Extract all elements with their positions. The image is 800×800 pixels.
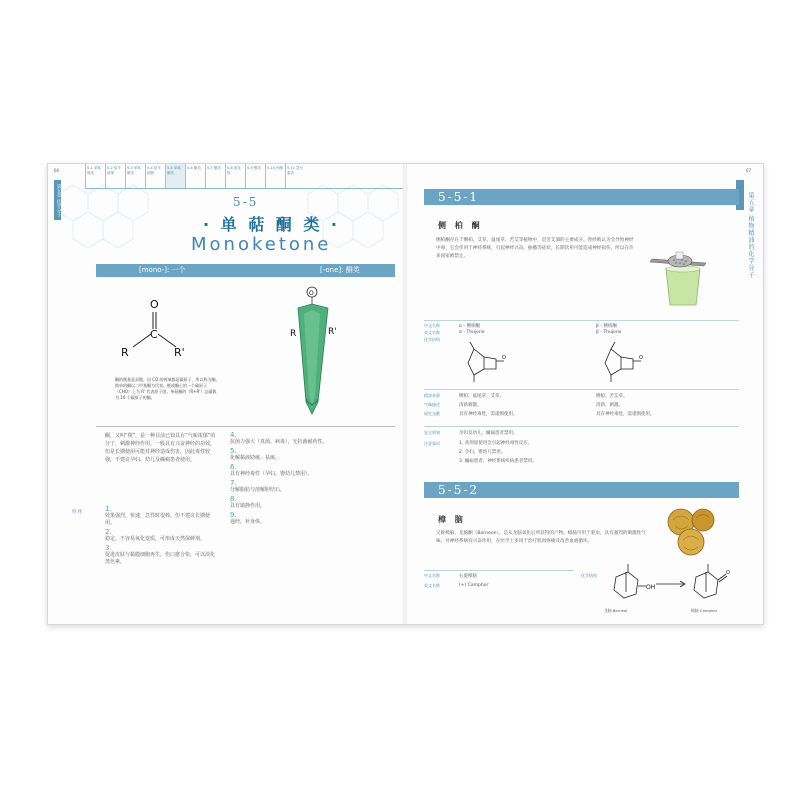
- row-left: 具有神经毒性，需谨慎使用。: [459, 412, 518, 417]
- right-side-tab: 第五章 植物精油的化学分子: [747, 192, 754, 279]
- property-text: 抗菌力强大（真菌、病毒），无抗菌耐药性。: [230, 439, 328, 445]
- alpha-thujone-en: α - Thujone: [459, 330, 485, 335]
- properties-col-1: [105, 504, 217, 566]
- row-label: 研究文献: [424, 411, 440, 416]
- property-num: 9.: [230, 511, 237, 519]
- svg-text:O: O: [639, 355, 643, 361]
- camphor-name-cn: 右旋樟脑: [459, 574, 477, 579]
- absinthe-glass-illustration: [646, 249, 716, 309]
- row-right: 侧柏、苦艾草。: [596, 394, 628, 399]
- property-text: 效果强烈，快速，急性时很棒，但不建议长期使用。: [105, 513, 211, 526]
- property-num: 5.: [230, 447, 237, 455]
- properties-col-2: [230, 430, 345, 526]
- usage-label: 注意事项: [424, 441, 440, 446]
- right-page-number: 67: [746, 168, 752, 173]
- nav-item-1[interactable]: 5-1 单萜烯类: [85, 164, 105, 188]
- borneol-to-camphor-structure: [606, 562, 736, 612]
- camphor-table-line: [424, 570, 574, 571]
- row-label: 气味描述: [424, 402, 440, 407]
- section-title-en: Monoketone: [191, 234, 332, 255]
- right-page: [406, 164, 763, 624]
- thujone-title: 侧 柏 酮: [438, 221, 483, 230]
- property-text: 稳定，不容易氧化变质，可形成天然保鲜剂。: [105, 536, 206, 542]
- camphor-name-cn-label: 中文名称: [424, 573, 440, 578]
- usage-line: 1. 高剂量使用会引起神经毒性反应。: [459, 441, 533, 446]
- table-lower-line: [424, 426, 739, 427]
- left-page: [48, 164, 404, 624]
- traits-label: 特 性: [72, 510, 83, 515]
- nav-item-11[interactable]: 5-11 香豆素类: [285, 164, 305, 188]
- nav-item-3[interactable]: 5-3 单萜醇类: [125, 164, 145, 188]
- table-mid-line: [424, 389, 739, 390]
- band-left-text: [mono-]: 一个: [139, 266, 186, 274]
- intro-text: 酮，又叫“羰”，是一种目前已知具有“气味浓郁”的分子，刺激神经作用。一般具有兴奋神经的功效，但是长期使用可能对神经造成伤害，因此毒性较强，不建议孕妇、幼儿及癫痫患者使用。: [105, 433, 216, 463]
- usage-line: 3. 癫痫患者、神经系统疾病患者禁用。: [459, 459, 537, 464]
- property-num: 8.: [230, 495, 237, 503]
- section-number: 5-5: [233, 195, 259, 209]
- property-num: 6.: [230, 463, 237, 471]
- svg-text:O: O: [502, 355, 506, 361]
- left-side-tab: 第五章 化学分子: [54, 180, 61, 220]
- thujone-name-en-label: 英文名称: [424, 330, 440, 335]
- nav-item-4[interactable]: 5-4 倍半萜醇: [145, 164, 165, 188]
- row-right: 清新、刺激。: [596, 403, 623, 408]
- thujone-name-cn-label: 中文名称: [424, 323, 440, 328]
- nav-item-6[interactable]: 5-6 酯类: [185, 164, 205, 188]
- chapter-nav: [85, 164, 305, 188]
- ketone-structure: [108, 294, 198, 364]
- droplet-o-label: O: [309, 290, 314, 297]
- property-num: 7.: [230, 479, 237, 487]
- usage-line: 2. 孕妇、婴幼儿禁用。: [459, 450, 506, 455]
- row-label: 精油来源: [424, 393, 440, 398]
- camphor-structure-label: 化学结构: [581, 573, 597, 578]
- property-text: 具有镇静作用。: [230, 503, 266, 509]
- property-num: 2.: [105, 528, 112, 536]
- property-text: 通经，补身体。: [230, 519, 266, 525]
- droplet-r1-label: R: [290, 329, 297, 339]
- ketone-description: 酮的羰基是双键，因 CO 的两端都是碳原子，所以称为酮。简单的酮以二甲基酮为代表。醛或酮上的一个碳原子（CHO）上为 R' 代表原子团。单萜酮的（R+R'）总碳数为 10 个碳原子的酮。: [115, 377, 220, 400]
- property-text: 分解脂肪与溶解胆结石。: [230, 487, 286, 493]
- property-num: 3.: [105, 544, 112, 552]
- section-5-5-2-bar: 5-5-2: [424, 482, 739, 498]
- beta-thujone-structure: [601, 339, 646, 384]
- property-num: 4.: [230, 431, 237, 439]
- borneol-caption: 龙脑 Borneol: [604, 608, 628, 613]
- band-right-text: [-one]: 酮类: [320, 266, 360, 274]
- section-title: · 单 萜 酮 类 ·: [203, 215, 341, 234]
- ketone-r2-label: R': [174, 346, 185, 359]
- ketone-c-label: C: [150, 328, 158, 341]
- property-text: 促进皮肤与黏膜细胞再生，伤口愈合快，可以淡化黑色素。: [105, 552, 216, 565]
- ketone-o-label: O: [150, 298, 159, 311]
- nav-underline: [85, 188, 404, 189]
- camphor-name-en-label: 英文名称: [424, 583, 440, 588]
- ketone-r1-label: R: [121, 346, 129, 359]
- nav-item-9[interactable]: 5-9 醛类: [245, 164, 265, 188]
- book-spread: [47, 163, 764, 625]
- droplet-illustration: [288, 284, 348, 419]
- safety-label: 安全须知: [424, 430, 440, 435]
- svg-text:O: O: [726, 570, 730, 576]
- camphor-title: 樟 脑: [438, 515, 466, 524]
- nav-item-8[interactable]: 5-8 氧化物: [225, 164, 245, 188]
- section-5-5-1-bar: 5-5-1: [424, 189, 739, 205]
- alpha-thujone-structure: [464, 339, 509, 384]
- property-text: 化解黏液助痰，祛痰。: [230, 455, 281, 461]
- nav-item-2[interactable]: 5-2 倍半萜烯: [105, 164, 125, 188]
- camphor-paragraph: 又称樟脑，龙脑酮（Borneon），是从龙脑氧化后所获得的产物。樟脑可用于驱虫，具有强烈的刺激性气味，对神经系统有兴奋作用，在医学上多用于治疗肌肉疼痛及改善血液循环。: [436, 531, 646, 544]
- left-page-number: 66: [54, 168, 60, 173]
- droplet-r2-label: R': [328, 327, 337, 337]
- row-left: 清新刺激。: [459, 403, 482, 408]
- left-divider: [96, 426, 395, 427]
- camphor-caption: 樟脑 Camphor: [691, 608, 718, 613]
- thujone-paragraph: 侧柏酮存在于侧柏、艾草、鼠尾草、苦艾等植物中，是苦艾酒的主要成分。曾经被认为会导致神经中毒，它会作用于神经系统，引起神经兴奋、抽搐等症状，长期饮用可能造成神经损伤，所以在许多国家被禁止。: [436, 238, 634, 259]
- table-top-line: [424, 320, 739, 321]
- nav-item-5[interactable]: 5-5 单萜酮类: [165, 164, 185, 188]
- nav-item-7[interactable]: 5-7 醚类: [205, 164, 225, 188]
- property-num: 1.: [105, 505, 112, 513]
- thujone-structure-label: 化学结构: [424, 337, 440, 342]
- camphor-balls-illustration: [661, 502, 721, 562]
- property-text: 具有神经毒性（孕妇、婴幼儿禁用）。: [230, 471, 313, 477]
- row-left: 侧柏、鼠尾草、艾草。: [459, 394, 504, 399]
- beta-thujone-cn: β - 侧柏酮: [596, 324, 617, 329]
- beta-thujone-en: β - Thujone: [596, 330, 622, 335]
- safety-text: 孕妇及幼儿、癫痫患者禁用。: [459, 431, 518, 436]
- nav-item-10[interactable]: 5-10 内酯: [265, 164, 285, 188]
- camphor-name-en: (+) Camphor: [459, 583, 489, 588]
- etymology-band: [96, 264, 395, 277]
- alpha-thujone-cn: α - 侧柏酮: [459, 324, 480, 329]
- row-right: 具有神经毒性，需谨慎使用。: [596, 412, 655, 417]
- oh-label: OH: [646, 584, 656, 591]
